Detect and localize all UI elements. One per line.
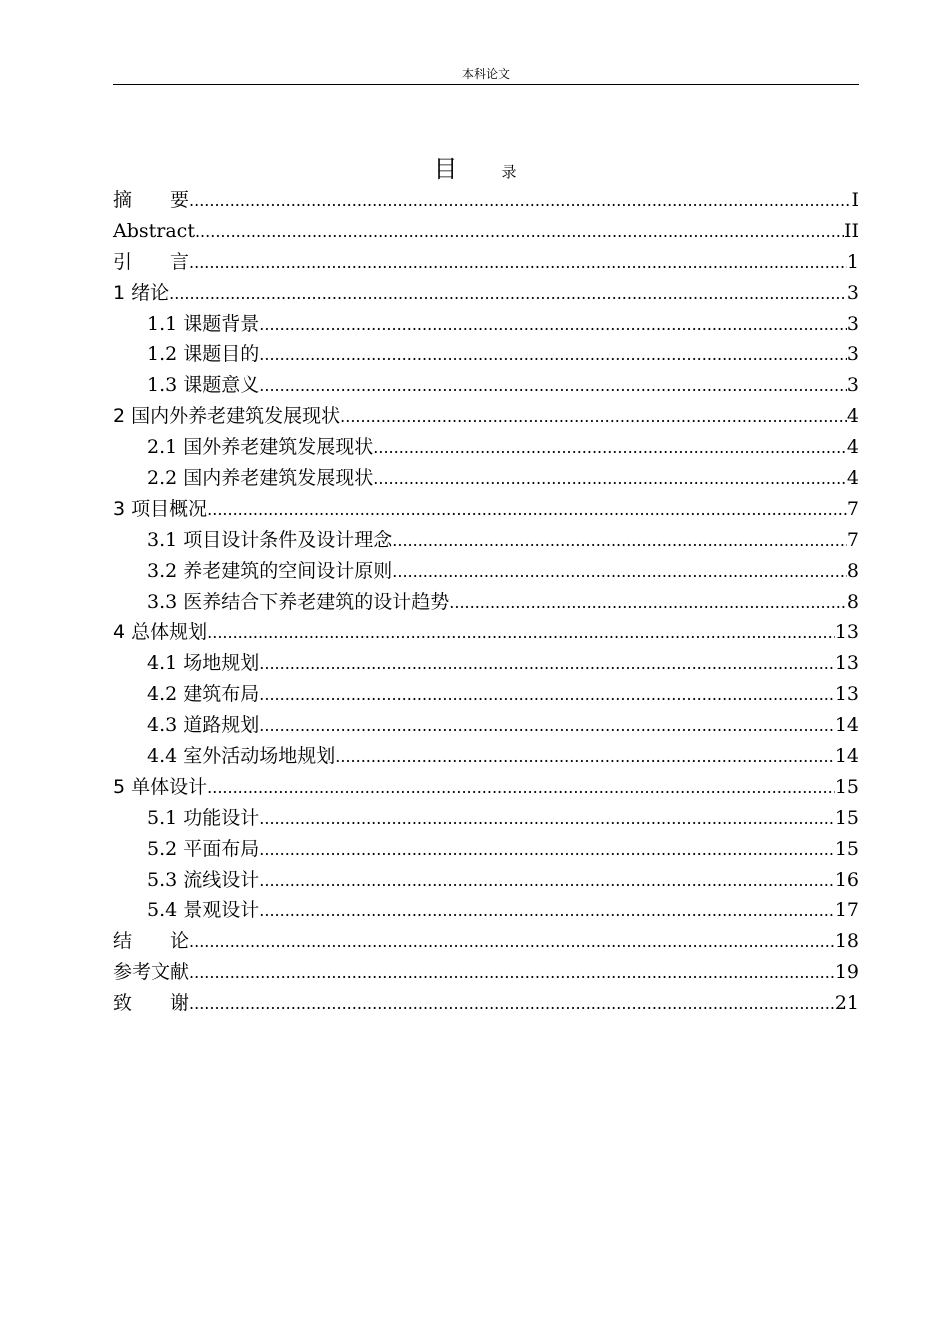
toc-entry-label: 1 绪论 bbox=[113, 281, 170, 304]
toc-entry-label: 结 论 bbox=[113, 930, 190, 953]
toc-entry[interactable] bbox=[113, 926, 859, 957]
toc-leader-dots bbox=[373, 433, 847, 464]
toc-entry-page: 14 bbox=[834, 714, 859, 737]
toc-entry-label: 3.1 项目设计条件及设计理念 bbox=[147, 528, 393, 551]
table-of-contents bbox=[113, 185, 859, 1019]
toc-entry[interactable] bbox=[113, 895, 859, 926]
toc-leader-dots bbox=[189, 248, 847, 279]
toc-entry-label: 5.4 景观设计 bbox=[147, 899, 260, 922]
toc-entry-label: 4.3 道路规划 bbox=[147, 714, 260, 737]
toc-entry-page: 7 bbox=[846, 528, 859, 551]
toc-entry[interactable] bbox=[113, 710, 859, 741]
toc-entry[interactable] bbox=[113, 370, 859, 401]
toc-title-main: 目 bbox=[433, 155, 458, 183]
toc-entry-page: 13 bbox=[834, 683, 859, 706]
toc-entry[interactable] bbox=[113, 679, 859, 710]
toc-entry-page: 13 bbox=[834, 621, 859, 644]
toc-entry-label: 1.1 课题背景 bbox=[147, 312, 260, 335]
toc-entry[interactable] bbox=[113, 309, 859, 340]
toc-entry-page: 3 bbox=[846, 312, 859, 335]
toc-entry-label: 5 单体设计 bbox=[113, 775, 208, 798]
toc-entry-page: 16 bbox=[834, 868, 859, 891]
toc-entry-label: 2.2 国内养老建筑发展现状 bbox=[147, 467, 374, 490]
toc-entry[interactable] bbox=[113, 247, 859, 278]
toc-entry-label: 致 谢 bbox=[113, 992, 190, 1015]
toc-leader-dots bbox=[189, 927, 835, 958]
toc-entry-label: 4.2 建筑布局 bbox=[147, 683, 260, 706]
page-header: 本科论文 bbox=[113, 66, 859, 85]
toc-entry[interactable] bbox=[113, 741, 859, 772]
toc-entry-label: 3.2 养老建筑的空间设计原则 bbox=[147, 559, 393, 582]
toc-entry-label: 4.1 场地规划 bbox=[147, 652, 260, 675]
toc-entry-page: 8 bbox=[846, 559, 859, 582]
toc-entry-page: 3 bbox=[846, 374, 859, 397]
toc-entry-page: 15 bbox=[834, 806, 859, 829]
toc-entry-page: 14 bbox=[834, 745, 859, 768]
toc-leader-dots bbox=[259, 711, 835, 742]
toc-leader-dots bbox=[259, 835, 835, 866]
toc-entry-page: 1 bbox=[846, 250, 859, 273]
toc-entry-page: 18 bbox=[834, 930, 859, 953]
toc-leader-dots bbox=[207, 618, 835, 649]
toc-leader-dots bbox=[259, 680, 835, 711]
toc-leader-dots bbox=[259, 340, 847, 371]
toc-entry-page: 19 bbox=[834, 961, 859, 984]
toc-leader-dots bbox=[340, 402, 847, 433]
toc-entry-page: II bbox=[843, 219, 859, 242]
toc-entry-label: 2.1 国外养老建筑发展现状 bbox=[147, 436, 374, 459]
toc-entry[interactable] bbox=[113, 401, 859, 432]
toc-leader-dots bbox=[207, 495, 847, 526]
toc-leader-dots bbox=[189, 989, 835, 1020]
toc-entry[interactable] bbox=[113, 432, 859, 463]
toc-entry[interactable] bbox=[113, 556, 859, 587]
toc-entry-label: 引 言 bbox=[113, 250, 190, 273]
toc-entry-label: 2 国内外养老建筑发展现状 bbox=[113, 405, 341, 428]
toc-entry[interactable] bbox=[113, 339, 859, 370]
toc-entry-label: 4 总体规划 bbox=[113, 621, 208, 644]
toc-entry[interactable] bbox=[113, 587, 859, 618]
toc-entry[interactable] bbox=[113, 772, 859, 803]
toc-leader-dots bbox=[189, 186, 851, 217]
toc-entry-label: 5.3 流线设计 bbox=[147, 868, 260, 891]
toc-entry-page: 3 bbox=[846, 343, 859, 366]
toc-entry-label: 5.2 平面布局 bbox=[147, 837, 260, 860]
toc-entry-page: 15 bbox=[834, 775, 859, 798]
toc-entry[interactable] bbox=[113, 834, 859, 865]
toc-leader-dots bbox=[259, 310, 847, 341]
toc-entry-page: 21 bbox=[834, 992, 859, 1015]
toc-entry[interactable] bbox=[113, 463, 859, 494]
toc-entry[interactable] bbox=[113, 525, 859, 556]
toc-entry[interactable] bbox=[113, 216, 859, 247]
toc-leader-dots bbox=[259, 371, 847, 402]
toc-leader-dots bbox=[259, 649, 835, 680]
toc-entry-page: 7 bbox=[846, 497, 859, 520]
toc-entry-label: 5.1 功能设计 bbox=[147, 806, 260, 829]
toc-entry[interactable] bbox=[113, 494, 859, 525]
toc-entry-page: 4 bbox=[846, 405, 859, 428]
toc-entry-page: 15 bbox=[834, 837, 859, 860]
toc-title-small: 录 bbox=[501, 163, 517, 181]
toc-entry-page: 4 bbox=[846, 467, 859, 490]
toc-entry-label: 摘 要 bbox=[113, 189, 190, 211]
toc-entry[interactable] bbox=[113, 617, 859, 648]
toc-entry[interactable] bbox=[113, 865, 859, 896]
toc-leader-dots bbox=[259, 804, 835, 835]
toc-entry[interactable] bbox=[113, 278, 859, 309]
toc-entry-label: 1.3 课题意义 bbox=[147, 374, 260, 397]
toc-entry-label: 4.4 室外活动场地规划 bbox=[147, 745, 336, 768]
toc-leader-dots bbox=[195, 217, 844, 248]
toc-entry-page: 4 bbox=[846, 436, 859, 459]
toc-leader-dots bbox=[207, 773, 835, 804]
toc-leader-dots bbox=[259, 866, 835, 897]
toc-entry-page: I bbox=[851, 189, 859, 211]
toc-entry-page: 13 bbox=[834, 652, 859, 675]
toc-entry-page: 3 bbox=[846, 281, 859, 304]
toc-entry[interactable] bbox=[113, 185, 859, 216]
toc-entry-label: 1.2 课题目的 bbox=[147, 343, 260, 366]
toc-title bbox=[0, 152, 950, 189]
toc-leader-dots bbox=[392, 526, 847, 557]
toc-entry-label: 3.3 医养结合下养老建筑的设计趋势 bbox=[147, 590, 450, 613]
toc-leader-dots bbox=[449, 588, 847, 619]
toc-leader-dots bbox=[392, 557, 847, 588]
toc-leader-dots bbox=[169, 279, 847, 310]
toc-leader-dots bbox=[335, 742, 835, 773]
toc-entry-label: Abstract bbox=[113, 219, 195, 242]
toc-entry[interactable] bbox=[113, 957, 859, 988]
toc-entry[interactable] bbox=[113, 648, 859, 679]
toc-leader-dots bbox=[259, 896, 835, 927]
toc-leader-dots bbox=[189, 958, 835, 989]
toc-entry-page: 8 bbox=[846, 590, 859, 613]
toc-entry[interactable] bbox=[113, 988, 859, 1019]
toc-entry-label: 参考文献 bbox=[113, 961, 190, 984]
toc-entry-page: 17 bbox=[834, 899, 859, 922]
toc-entry[interactable] bbox=[113, 803, 859, 834]
toc-leader-dots bbox=[373, 464, 847, 495]
toc-entry-label: 3 项目概况 bbox=[113, 497, 208, 520]
